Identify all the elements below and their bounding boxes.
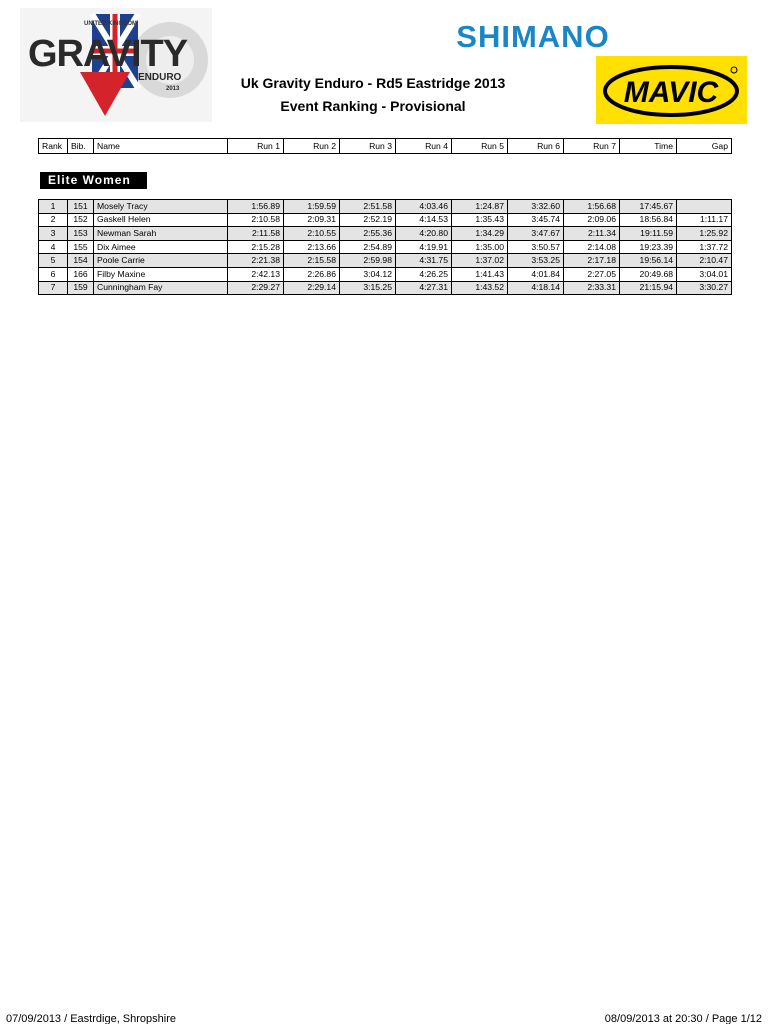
cell-bib: 154 [68,254,94,268]
col-header-run-5: Run 5 [452,139,508,154]
cell-bib: 159 [68,281,94,295]
cell-rank: 2 [39,213,68,227]
cell-rank: 3 [39,227,68,241]
table-row [39,267,732,281]
cell-run-6: 3:45.74 [508,213,564,227]
col-header-run-6: Run 6 [508,139,564,154]
cell-name: Newman Sarah [94,227,228,241]
cell-run-3: 2:52.19 [340,213,396,227]
cell-run-1: 2:42.13 [228,267,284,281]
cell-rank: 4 [39,240,68,254]
col-header-run-1: Run 1 [228,139,284,154]
cell-bib: 151 [68,200,94,214]
cell-name: Poole Carrie [94,254,228,268]
cell-run-2: 2:29.14 [284,281,340,295]
cell-run-2: 2:09.31 [284,213,340,227]
cell-run-2: 2:26.86 [284,267,340,281]
cell-gap: 1:11.17 [677,213,732,227]
footer-date-location: 07/09/2013 / Eastrdige, Shropshire [6,1013,177,1024]
table-row [39,213,732,227]
cell-gap: 3:30.27 [677,281,732,295]
results-table [38,199,732,295]
cell-time: 17:45.67 [620,200,677,214]
cell-run-3: 2:51.58 [340,200,396,214]
mavic-logo [596,56,747,124]
cell-run-6: 3:47.67 [508,227,564,241]
cell-time: 21:15.94 [620,281,677,295]
cell-run-5: 1:34.29 [452,227,508,241]
cell-time: 19:56.14 [620,254,677,268]
cell-bib: 152 [68,213,94,227]
cell-run-5: 1:35.00 [452,240,508,254]
svg-text:SHIMANO: SHIMANO [456,19,610,52]
cell-run-2: 2:15.58 [284,254,340,268]
cell-gap: 2:10.47 [677,254,732,268]
category-label: Elite Women [40,172,147,189]
cell-run-5: 1:24.87 [452,200,508,214]
cell-run-7: 2:17.18 [564,254,620,268]
cell-run-1: 2:21.38 [228,254,284,268]
col-header-name: Name [94,139,228,154]
cell-run-2: 2:13.66 [284,240,340,254]
col-header-run-7: Run 7 [564,139,620,154]
cell-gap: 1:25.92 [677,227,732,241]
cell-run-4: 4:14.53 [396,213,452,227]
cell-run-4: 4:27.31 [396,281,452,295]
cell-run-7: 1:56.68 [564,200,620,214]
cell-run-6: 3:53.25 [508,254,564,268]
col-header-bib: Bib. [68,139,94,154]
cell-time: 19:11.59 [620,227,677,241]
cell-name: Dix Aimee [94,240,228,254]
col-header-rank: Rank [39,139,68,154]
cell-run-6: 3:50.57 [508,240,564,254]
cell-run-1: 2:29.27 [228,281,284,295]
cell-name: Gaskell Helen [94,213,228,227]
results-body [39,200,732,295]
cell-bib: 153 [68,227,94,241]
svg-text:ENDURO: ENDURO [138,72,182,83]
cell-name: Filby Maxine [94,267,228,281]
cell-gap: 3:04.01 [677,267,732,281]
cell-run-4: 4:26.25 [396,267,452,281]
shimano-logo [440,18,626,52]
svg-text:2013: 2013 [166,86,180,92]
table-row [39,200,732,214]
cell-run-3: 3:04.12 [340,267,396,281]
cell-bib: 155 [68,240,94,254]
cell-run-5: 1:43.52 [452,281,508,295]
event-title: Uk Gravity Enduro - Rd5 Eastridge 2013 [240,75,506,91]
svg-text:UNITED KINGDOM: UNITED KINGDOM [84,21,137,27]
footer-printed-page: 08/09/2013 at 20:30 / Page 1/12 [604,1013,762,1024]
table-row [39,254,732,268]
cell-rank: 6 [39,267,68,281]
cell-bib: 166 [68,267,94,281]
cell-run-6: 3:32.60 [508,200,564,214]
document-title [210,72,536,118]
cell-run-3: 3:15.25 [340,281,396,295]
cell-rank: 7 [39,281,68,295]
cell-gap [677,200,732,214]
cell-run-4: 4:03.46 [396,200,452,214]
cell-run-1: 2:15.28 [228,240,284,254]
table-row [39,227,732,241]
cell-run-4: 4:19.91 [396,240,452,254]
cell-run-1: 1:56.89 [228,200,284,214]
cell-run-2: 1:59.59 [284,200,340,214]
cell-run-3: 2:55.36 [340,227,396,241]
cell-run-1: 2:10.58 [228,213,284,227]
cell-run-7: 2:09.06 [564,213,620,227]
table-row [39,240,732,254]
cell-run-7: 2:27.05 [564,267,620,281]
cell-time: 18:56.84 [620,213,677,227]
col-header-run-4: Run 4 [396,139,452,154]
cell-run-3: 2:59.98 [340,254,396,268]
svg-text:GRAVITY: GRAVITY [28,33,188,75]
col-header-run-2: Run 2 [284,139,340,154]
table-row [39,281,732,295]
column-header-row [39,139,732,154]
cell-run-5: 1:37.02 [452,254,508,268]
cell-run-4: 4:31.75 [396,254,452,268]
col-header-run-3: Run 3 [340,139,396,154]
cell-name: Mosely Tracy [94,200,228,214]
cell-run-7: 2:14.08 [564,240,620,254]
cell-run-5: 1:35.43 [452,213,508,227]
cell-run-4: 4:20.80 [396,227,452,241]
cell-time: 20:49.68 [620,267,677,281]
cell-run-5: 1:41.43 [452,267,508,281]
cell-name: Cunningham Fay [94,281,228,295]
cell-run-2: 2:10.55 [284,227,340,241]
cell-gap: 1:37.72 [677,240,732,254]
cell-rank: 5 [39,254,68,268]
col-header-time: Time [620,139,677,154]
ranking-title: Event Ranking - Provisional [280,98,466,114]
cell-run-3: 2:54.89 [340,240,396,254]
cell-run-7: 2:33.31 [564,281,620,295]
svg-text:MAVIC: MAVIC [623,76,719,109]
gravity-enduro-logo [20,8,212,122]
cell-run-6: 4:01.84 [508,267,564,281]
column-header-table [38,138,732,154]
col-header-gap: Gap [677,139,732,154]
cell-rank: 1 [39,200,68,214]
cell-run-6: 4:18.14 [508,281,564,295]
cell-time: 19:23.39 [620,240,677,254]
cell-run-7: 2:11.34 [564,227,620,241]
cell-run-1: 2:11.58 [228,227,284,241]
